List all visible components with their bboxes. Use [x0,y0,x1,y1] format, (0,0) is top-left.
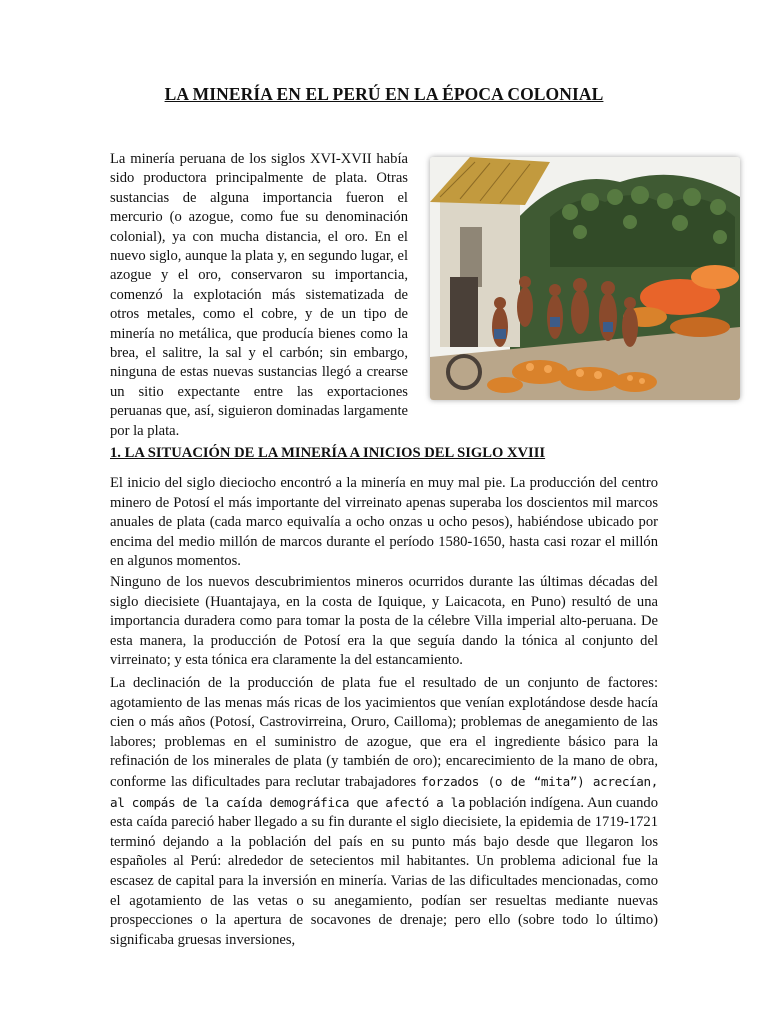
page-title: LA MINERÍA EN EL PERÚ EN LA ÉPOCA COLONIAL [164,84,604,104]
illustration-svg [430,157,740,400]
section-heading: 1. LA SITUACIÓN DE LA MINERÍA A INICIOS DEL SIGLO XVIII [110,445,546,461]
colonial-mining-illustration [430,157,740,400]
body-paragraph-1: El inicio del siglo dieciocho encontró a la minería en muy mal pie. La producción del centro minero de Potosí el más importante del virreinato apenas superaba los doscientos mil marcos anuales de plata (cada marco equivalía a ocho onzas u ocho pesos), habiéndose ubicado por encima del medio millón de marcos durante el período 1580-1650, hasta casi rozar el millón en algunos momentos. [110,475,658,570]
body-paragraph-3-part-a: La declinación de la producción de plata fue el resultado de un conjunto de factores: agotamiento de las menas más ricas de los yacimientos que venían explotándose desde hacía cien o más años (Potosí, Castrovirreina, Oruro, Cailloma); problemas de anegamiento de las labores; problemas en el suministro de azogue, que era el ingrediente básico para la refinación de los minerales de plata (y también de oro); encarecimiento de la mano de obra, conforme las dificultades para reclutar trabajadores [110,675,658,790]
body-paragraph-3-typewriter-line: forzados (o de “mita”) acrecían, al compás de la caída demográfica que afectó a la [110,773,658,810]
body-paragraph-3 [110,674,658,950]
body-paragraph-3-part-c: población indígena. Aun cuando esta caída pareció haber llegado a su fin durante el siglo diecisiete, la epidemia de 1719-1721 terminó dejando a la población del país en su punto más bajo desde que llegaron los españoles al Perú: alrededor de setecientos mil habitantes. Un problema adicional fue la escasez de capital para la inversión en minería. Varias de las dificultades mencionadas, como el agotamiento de las vetas o su anegamiento, podían ser resueltas mediante nuevas prospecciones o la apertura de socavones de drenaje; pero ello (sobre todo lo último) significaba gruesas inversiones, [110,794,658,948]
intro-paragraph: La minería peruana de los siglos XVI-XVII había sido productora principalmente de plata. Otras sustancias de alguna importancia fueron el mercurio (o azogue, como fue su denominación colonial), ya con mucha distancia, el oro. En el nuevo siglo, aunque la plata y, en segundo lugar, el azogue y el oro, conservaron su importancia, comenzó la explotación más sistematizada de otros metales, como el cobre, y de un tipo de minería no metálica, que producía bienes como la brea, el salitre, la sal y el carbón; sin embargo, ninguna de estas nuevas sustancias llegó a crearse un sitio expectante entre las exportaciones peruanas que, así, siguieron dominadas largamente por la plata. [110,151,408,439]
body-paragraph-2: Ninguno de los nuevos descubrimientos mineros ocurridos durante las últimas décadas del siglo diecisiete (Huantajaya, en la costa de Iquique, y Laicacota, en Puno) resultó de una importancia duradera como para tomar la posta de la célebre Villa imperial alto-peruana. De esta manera, la producción de Potosí era la que seguía dando la tónica al conjunto del virreinato; y esta tónica era claramente la del estancamiento. [110,574,658,669]
mill-machine [450,277,478,347]
